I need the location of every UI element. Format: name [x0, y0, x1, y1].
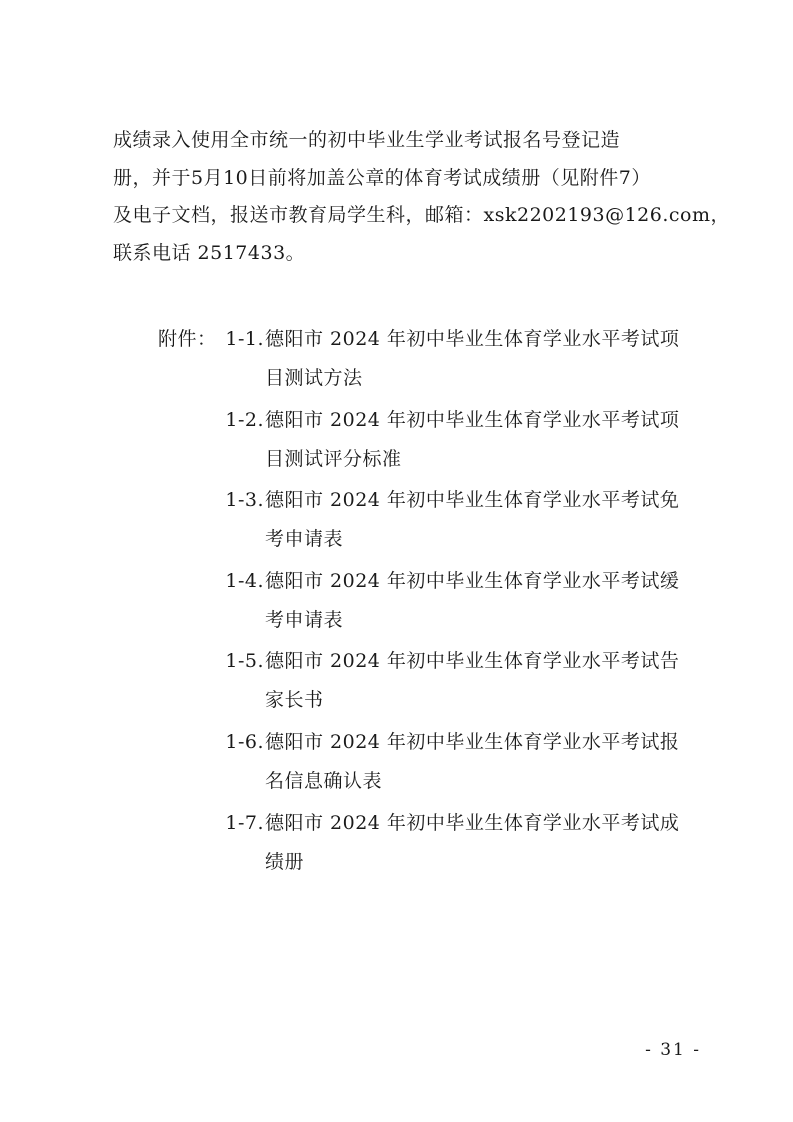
attachment-item: [158, 727, 718, 808]
attachment-item: [158, 485, 718, 566]
body-paragraph: [113, 122, 731, 272]
attachment-code: 1-7.: [225, 811, 264, 834]
attachment-title-line1: 德阳市 2024 年初中毕业生体育学业水平考试成: [265, 811, 680, 834]
attachment-title-line2: 目测试评分标准: [265, 447, 402, 470]
attachment-title-line2: 绩册: [265, 850, 305, 873]
attachment-title-line1: 德阳市 2024 年初中毕业生体育学业水平考试告: [265, 650, 680, 673]
page-number: - 31 -: [645, 1040, 701, 1060]
attachment-code: 1-2.: [225, 408, 264, 431]
attachment-item: [158, 566, 718, 647]
attachment-code: 1-4.: [225, 569, 264, 592]
attachment-code: 1-6.: [225, 730, 264, 753]
attachment-title-line1: 德阳市 2024 年初中毕业生体育学业水平考试缓: [265, 569, 680, 592]
paragraph-line: 及电子文档，报送市教育局学生科，邮箱：xsk2202193@126.com，: [113, 204, 731, 226]
attachment-title-line2: 目测试方法: [265, 367, 363, 389]
attachment-prefix: 附件：: [158, 328, 217, 350]
attachment-item: [158, 405, 718, 486]
attachment-title-line2: 考申请表: [265, 528, 344, 551]
paragraph-line: 册，并于5月10日前将加盖公章的体育考试成绩册（见附件7）: [113, 166, 651, 189]
attachment-title-line1: 德阳市 2024 年初中毕业生体育学业水平考试项: [265, 408, 680, 431]
attachment-title-line2: 家长书: [265, 689, 324, 712]
attachment-title-line2: 考申请表: [265, 608, 344, 631]
attachment-title-line1: 德阳市 2024 年初中毕业生体育学业水平考试项: [265, 328, 680, 350]
attachment-title-line1: 德阳市 2024 年初中毕业生体育学业水平考试免: [265, 489, 680, 512]
attachment-code: 1-5.: [225, 650, 264, 673]
attachment-title-line1: 德阳市 2024 年初中毕业生体育学业水平考试报: [265, 730, 680, 753]
attachment-item: [158, 808, 718, 889]
attachment-code: 1-3.: [225, 489, 264, 512]
attachment-list: [158, 324, 718, 888]
attachment-item: [158, 646, 718, 727]
attachment-item: [158, 324, 718, 405]
paragraph-line: 联系电话 2517433。: [113, 241, 306, 264]
attachment-title-line2: 名信息确认表: [265, 769, 383, 792]
paragraph-line: 成绩录入使用全市统一的初中毕业生学业考试报名号登记造: [113, 129, 621, 151]
attachment-code: 1-1.: [225, 328, 264, 350]
